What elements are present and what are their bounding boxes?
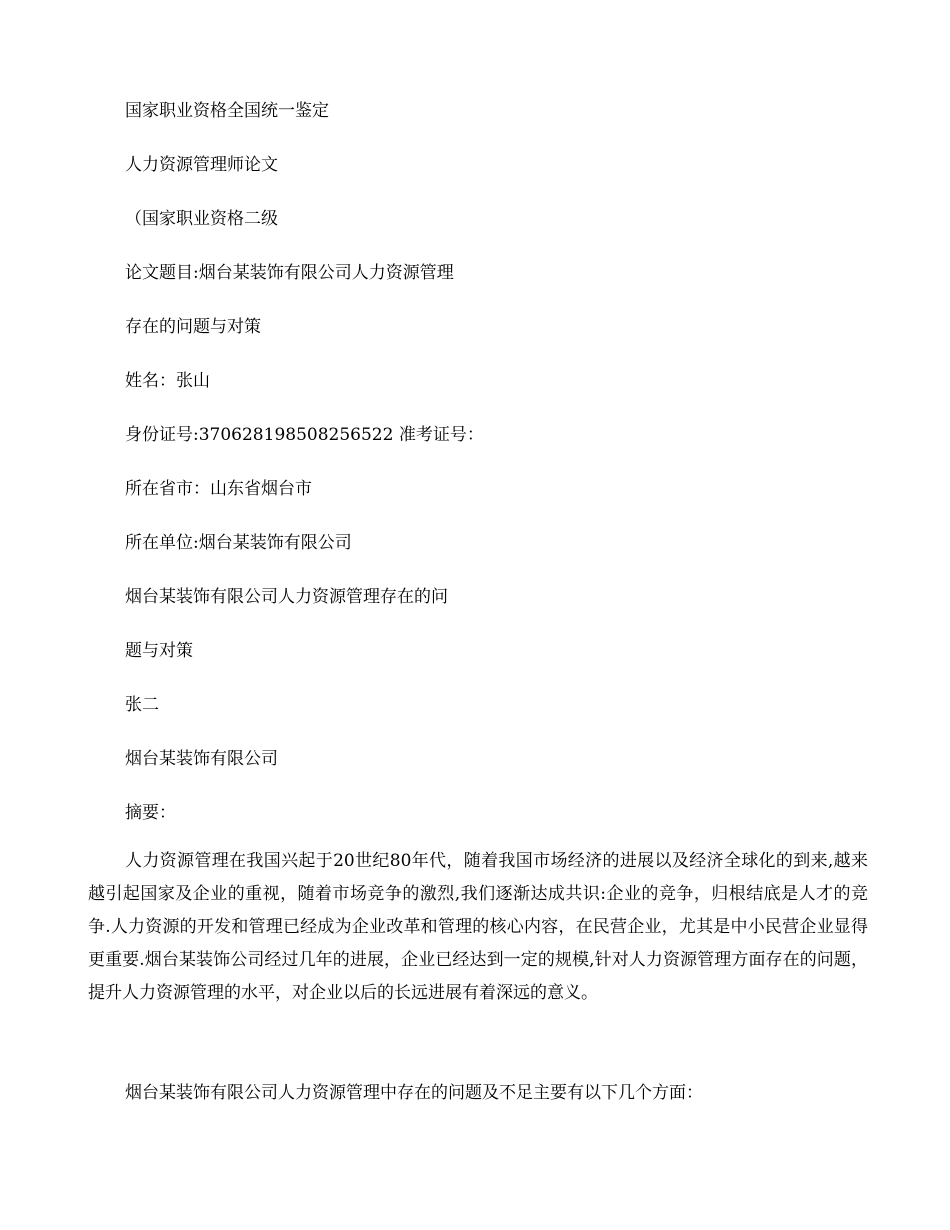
abstract-paragraph: 人力资源管理在我国兴起于20世纪80年代，随着我国市场经济的进展以及经济全球化的到来,越来越引起国家及企业的重视，随着市场竞争的激烈,我们逐渐达成共识:企业的竞争，归根结底是人才的竞争.人力资源的开发和管理已经成为企业改革和管理的核心内容，在民营企业，尤其是中小民营企业显得更重要.烟台某装饰公司经过几年的进展，企业已经达到一定的规模,针对人力资源管理方面存在的问题，提升人力资源管理的水平，对企业以后的长远进展有着深远的意义。 bbox=[88, 851, 868, 1003]
thesis-title-line-2: 存在的问题与对策 bbox=[125, 317, 261, 337]
thesis-type: 人力资源管理师论文 bbox=[125, 155, 278, 175]
certification-level: （国家职业资格二级 bbox=[125, 209, 278, 229]
paper-title-line-1: 烟台某装饰有限公司人力资源管理存在的问 bbox=[125, 587, 448, 607]
certification-heading: 国家职业资格全国统一鉴定 bbox=[125, 101, 329, 121]
paper-title-line-2: 题与对策 bbox=[125, 641, 193, 661]
province-city: 所在省市：山东省烟台市 bbox=[125, 479, 312, 499]
id-number: 身份证号:370628198508256522 准考证号： bbox=[125, 425, 484, 445]
work-unit: 所在单位:烟台某装饰有限公司 bbox=[125, 533, 352, 553]
issues-intro-paragraph: 烟台某装饰有限公司人力资源管理中存在的问题及不足主要有以下几个方面： bbox=[125, 1083, 703, 1103]
author-name: 姓名：张山 bbox=[125, 371, 210, 391]
thesis-title-line-1: 论文题目:烟台某装饰有限公司人力资源管理 bbox=[125, 263, 454, 283]
paper-author: 张二 bbox=[125, 695, 159, 715]
abstract-heading: 摘要： bbox=[125, 803, 176, 823]
paper-affiliation: 烟台某装饰有限公司 bbox=[125, 749, 278, 769]
